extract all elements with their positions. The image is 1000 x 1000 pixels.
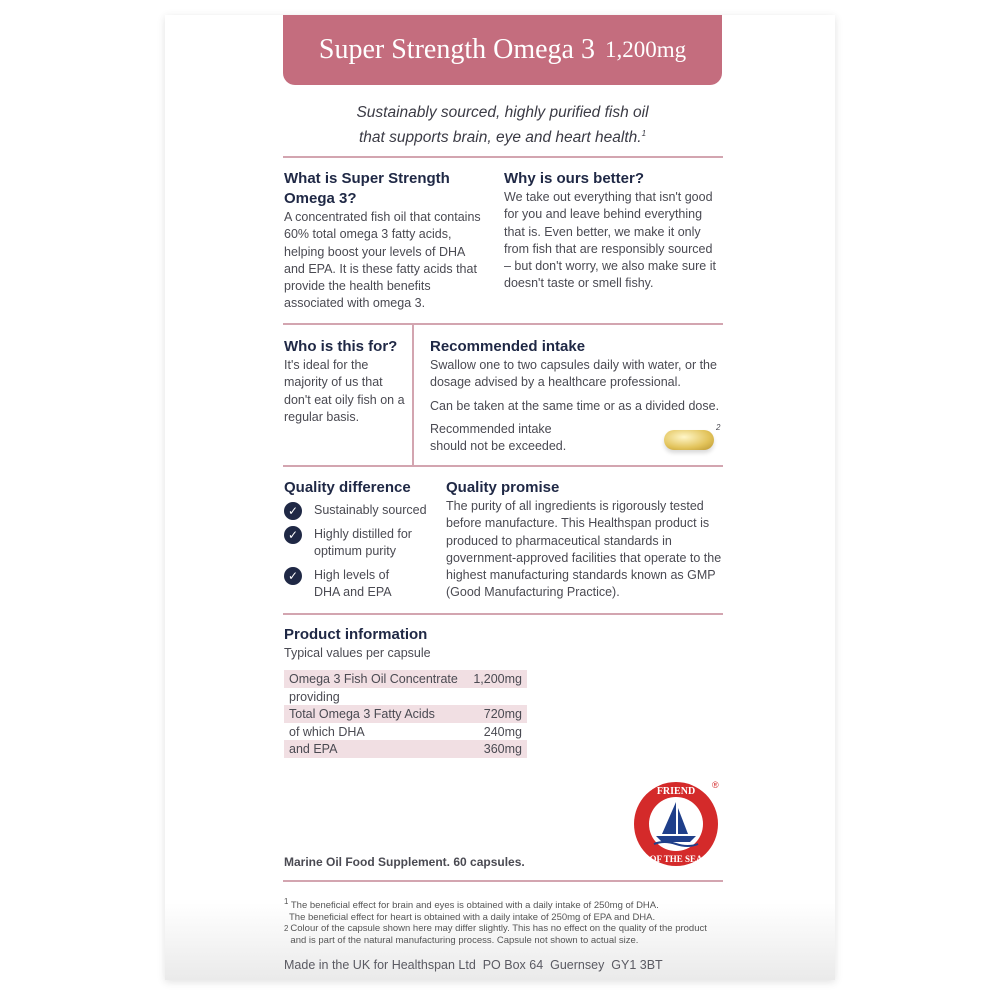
nutrition-table — [284, 670, 527, 758]
row-label: providing — [289, 689, 340, 704]
check-icon: ✓ — [284, 567, 302, 585]
what-body: A concentrated fish oil that contains 60% total omega 3 fatty acids, helping boost your levels of DHA and EPA. It is these fatty acids that provide the health benefits associated with omega 3. — [284, 210, 481, 311]
friend-of-the-sea-logo — [632, 778, 722, 868]
divider — [283, 880, 723, 882]
footnote-2: Colour of the capsule shown here may differ slightly. This has no effect on the quality of the product and is part of the natural manufacturing process. Capsule not shown to actual size. — [290, 923, 707, 946]
intake-p3: Recommended intake should not be exceeded. — [430, 421, 567, 454]
quality-promise-title: Quality promise — [446, 479, 560, 496]
product-information — [284, 625, 527, 758]
divider — [412, 323, 414, 466]
why-title: Why is ours better? — [504, 170, 645, 187]
svg-text:OF THE SEA: OF THE SEA — [649, 854, 703, 864]
product-title: Super Strength Omega 3 — [318, 34, 595, 65]
row-value: 360mg — [467, 740, 527, 758]
list-item — [284, 526, 439, 561]
intake-p1: Swallow one to two capsules daily with water, or the dosage advised by a healthcare professional. — [430, 358, 717, 390]
footnote-ref: 2 — [716, 423, 721, 432]
row-value: 720mg — [467, 705, 527, 723]
capsule-image — [664, 430, 714, 450]
tagline-line2: that supports brain, eye and heart health. — [358, 129, 642, 147]
row-value — [467, 688, 527, 706]
quality-difference-title: Quality difference — [284, 479, 411, 496]
quality-promise-body: The purity of all ingredients is rigorously tested before manufacture. This Healthspan product is produced to pharmaceutical standards in government-approved facilities that operate to the highest manufacturing standards known as GMP (Good Manufacturing Practice). — [446, 499, 722, 600]
row-label: Omega 3 Fish Oil Concentrate — [284, 670, 467, 688]
divider — [283, 156, 723, 158]
footnote-1b: The beneficial effect for heart is obtained with a daily intake of 250mg of EPA and DHA. — [289, 911, 656, 923]
product-dose: 1,200mg — [604, 37, 687, 62]
divider — [283, 465, 723, 467]
intake-p2: Can be taken at the same time or as a divided dose. — [430, 398, 720, 413]
footnote-number: 1 — [284, 897, 289, 906]
intake-title: Recommended intake — [430, 338, 586, 355]
item-label: Highly distilled for optimum purity — [314, 527, 412, 559]
row-label: Total Omega 3 Fatty Acids — [284, 705, 467, 723]
supplement-label: Marine Oil Food Supplement. 60 capsules. — [284, 855, 525, 869]
item-label: Sustainably sourced — [314, 503, 427, 517]
table-row — [284, 723, 527, 741]
quality-difference-section — [284, 478, 439, 607]
manufacturer-address: Made in the UK for Healthspan Ltd PO Box 64 Guernsey GY1 3BT — [284, 958, 663, 972]
tagline — [283, 102, 722, 148]
divider — [283, 323, 723, 325]
who-section — [284, 337, 406, 426]
list-item — [284, 567, 439, 602]
table-row — [284, 740, 527, 758]
footnotes — [284, 896, 724, 946]
list-item — [284, 502, 439, 520]
row-label: and EPA — [284, 740, 467, 758]
footnote-1a: The beneficial effect for brain and eyes is obtained with a daily intake of 250mg of DHA. — [290, 900, 659, 912]
divider — [283, 613, 723, 615]
why-section — [504, 169, 719, 293]
product-title-banner — [283, 15, 722, 85]
why-body: We take out everything that isn't good for you and leave behind everything that is. Even better, we make it only from fish that are responsibly sourced – but don't worry, we also make sure it doesn't taste or smell fishy. — [504, 190, 716, 291]
footnote-ref: 1 — [641, 129, 647, 138]
check-icon: ✓ — [284, 502, 302, 520]
row-value: 240mg — [483, 724, 522, 739]
item-label: High levels of DHA and EPA — [314, 567, 392, 599]
quality-promise-section — [446, 478, 722, 602]
what-title: What is Super Strength Omega 3? — [284, 170, 450, 207]
who-body: It's ideal for the majority of us that don't eat oily fish on a regular basis. — [284, 358, 405, 424]
product-info-subtitle: Typical values per capsule — [284, 646, 431, 660]
row-label: of which DHA — [289, 724, 365, 739]
svg-text:FRIEND: FRIEND — [656, 786, 696, 797]
registered-mark: ® — [712, 780, 719, 790]
tagline-line1: Sustainably sourced, highly purified fish oil — [356, 104, 649, 121]
footnote-number: 2 — [284, 924, 289, 934]
row-value: 1,200mg — [467, 670, 527, 688]
product-info-title: Product information — [284, 626, 428, 643]
table-row — [284, 670, 527, 688]
table-row — [284, 688, 527, 706]
who-title: Who is this for? — [284, 338, 398, 355]
check-icon: ✓ — [284, 526, 302, 544]
what-section — [284, 169, 484, 313]
table-row — [284, 705, 527, 723]
